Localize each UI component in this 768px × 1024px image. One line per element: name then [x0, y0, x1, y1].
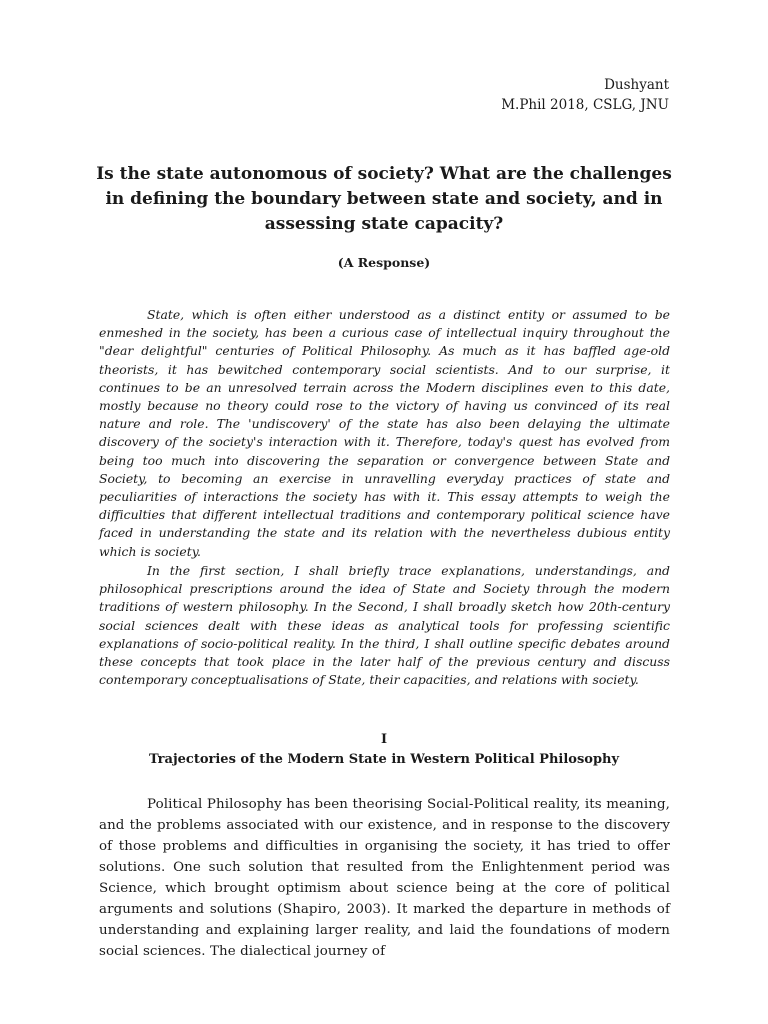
- section-number: I: [380, 732, 388, 747]
- section-heading: Trajectories of the Modern State in Western Political Philosophy: [148, 752, 620, 767]
- essay-subtitle: (A Response): [337, 255, 431, 270]
- essay-title: Is the state autonomous of society? What are the challenges in defining the boundary between state and society, and in assessing state capacity?: [96, 164, 672, 234]
- intro-paragraph-1: State, which is often either understood as a distinct entity or assumed to be enmeshed in the society, has been a curious case of intellectual inquiry throughout the "dear delightful" centuries of Political Philosophy. As much as it has baffled age-old theorists, it has bewitched contemporary social scientists. And to our surprise, it continues to be an unresolved terrain across the Modern disciplines even to this date, mostly because no theory could rose to the victory of having us convinced of its real nature and role. The 'undiscovery' of the state has also been delaying the ultimate discovery of the society's interaction with it. Therefore, today's quest has evolved from being too much into discovering the separation or convergence between State and Society, to becoming an exercise in unravelling everyday practices of state and peculiarities of interactions the society has with it. This essay attempts to weigh the difficulties that different intellectual traditions and contemporary political science have faced in understanding the state and its relation with the nevertheless dubious entity which is society.: [99, 307, 670, 559]
- section-body-paragraph: Political Philosophy has been theorising Social-Political reality, its meaning, and the problems associated with our existence, and in response to the discovery of those problems and difficulties in organising the society, it has tried to offer solutions. One such solution that resulted from the Enlightenment period was Science, which brought optimism about science being at the core of political arguments and solutions (Shapiro, 2003). It marked the departure in methods of understanding and explaining larger reality, and laid the foundations of modern social sciences. The dialectical journey of: [99, 797, 670, 959]
- intro-paragraph-2: In the first section, I shall briefly trace explanations, understandings, and philosophical prescriptions around the idea of State and Society through the modern traditions of western philosophy. In the Second, I shall broadly sketch how 20th-century social sciences dealt with these ideas as analytical tools for professing scientific explanations of socio-political reality. In the third, I shall outline specific debates around these concepts that took place in the later half of the previous century and discuss contemporary conceptualisations of State, their capacities, and relations with society.: [99, 563, 670, 688]
- author-name: Dushyant: [604, 77, 669, 93]
- author-block: [501, 75, 669, 115]
- author-affiliation: M.Phil 2018, CSLG, JNU: [501, 97, 669, 113]
